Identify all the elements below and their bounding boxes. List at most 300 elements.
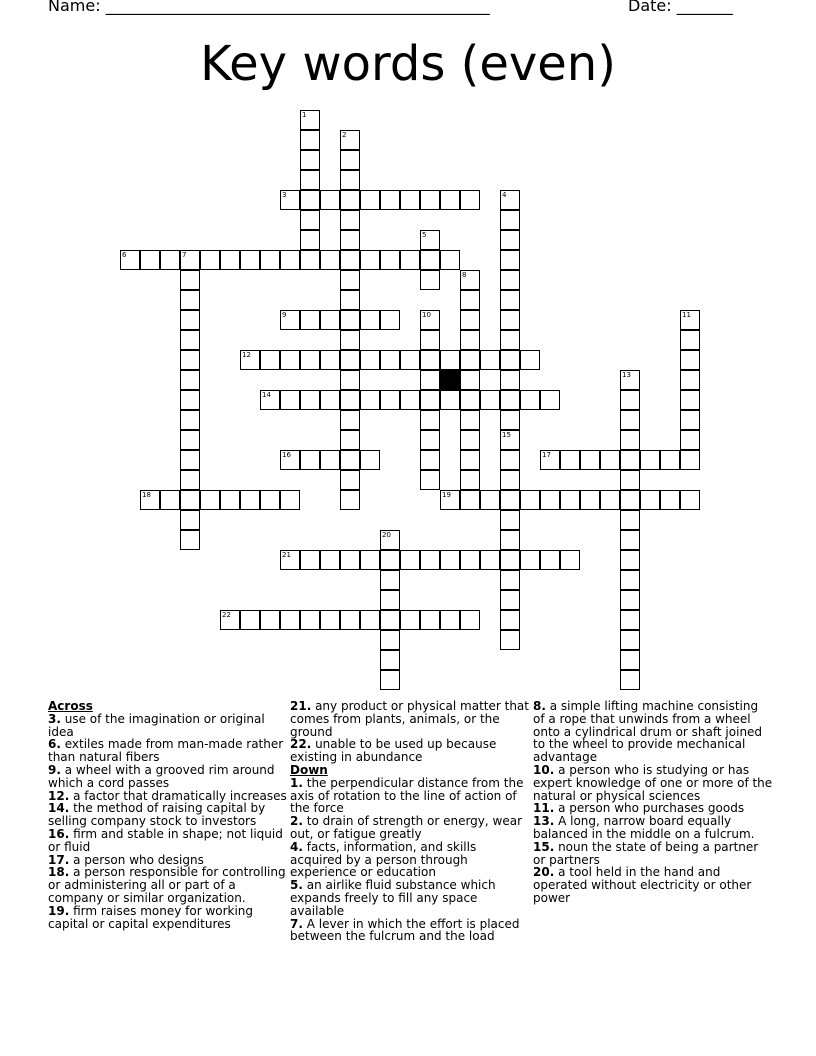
clue-text: a wheel with a grooved rim around which a cord passes [48,762,275,790]
clue-item [290,841,530,879]
clue-text: noun the state of being a partner or partners [533,839,759,867]
grid-cell[interactable] [580,490,600,510]
grid-cell[interactable] [540,390,560,410]
grid-cell[interactable] [560,450,580,470]
grid-cell[interactable] [620,390,640,410]
grid-cell[interactable] [400,190,420,210]
grid-cell[interactable] [180,490,200,510]
grid-cell[interactable] [180,530,200,550]
grid-cell[interactable] [500,450,520,470]
grid-cell[interactable] [360,450,380,470]
clue-item [48,738,288,764]
grid-cell[interactable] [460,610,480,630]
clue-item [290,879,530,917]
grid-cell[interactable] [620,370,640,390]
grid-cell[interactable] [180,470,200,490]
grid-cell[interactable] [300,390,320,410]
grid-cell[interactable] [280,550,300,570]
grid-cell[interactable] [520,390,540,410]
grid-cell[interactable] [120,250,140,270]
grid-cell[interactable] [480,390,500,410]
grid-cell[interactable] [300,230,320,250]
clue-item [533,700,773,764]
grid-cell[interactable] [320,550,340,570]
clue-number: 15 [502,431,511,439]
down-clue-list [290,777,530,943]
grid-cell[interactable] [420,230,440,250]
grid-cell[interactable] [660,490,680,510]
grid-cell[interactable] [440,250,460,270]
grid-cell[interactable] [460,550,480,570]
grid-cell[interactable] [500,610,520,630]
grid-cell[interactable] [500,510,520,530]
clue-text: the method of raising capital by selling company stock to investors [48,801,266,829]
clue-item [48,905,288,931]
clue-number: 13 [622,371,631,379]
grid-cell[interactable] [240,490,260,510]
grid-cell[interactable] [420,390,440,410]
grid-cell[interactable] [620,610,640,630]
clue-column-2 [290,700,530,943]
grid-cell[interactable] [480,490,500,510]
grid-cell[interactable] [440,350,460,370]
grid-cell[interactable] [460,450,480,470]
clue-number: 14. [48,801,70,816]
grid-cell[interactable] [560,550,580,570]
grid-cell[interactable] [680,370,700,390]
grid-cell[interactable] [620,490,640,510]
clue-number: 18 [142,491,151,499]
clue-text: a person who purchases goods [554,801,745,816]
grid-cell[interactable] [220,490,240,510]
grid-cell[interactable] [540,450,560,470]
grid-cell[interactable] [300,310,320,330]
grid-cell[interactable] [320,250,340,270]
clue-text: use of the imagination or original idea [48,711,265,739]
grid-cell[interactable] [440,390,460,410]
grid-cell[interactable] [380,390,400,410]
grid-cell[interactable] [460,330,480,350]
clue-number: 7. [290,916,303,931]
grid-cell[interactable] [180,350,200,370]
grid-cell[interactable] [300,550,320,570]
grid-cell[interactable] [280,390,300,410]
grid-cell[interactable] [260,350,280,370]
grid-cell[interactable] [320,390,340,410]
clue-number: 12 [242,351,251,359]
grid-cell[interactable] [420,450,440,470]
grid-cell[interactable] [180,370,200,390]
grid-cell[interactable] [680,430,700,450]
grid-cell[interactable] [460,390,480,410]
grid-cell[interactable] [580,450,600,470]
grid-cell[interactable] [520,490,540,510]
clue-number: 17 [542,451,551,459]
grid-cell[interactable] [500,190,520,210]
grid-cell[interactable] [300,170,320,190]
down-clue-list-continued [533,700,773,905]
grid-cell[interactable] [340,430,360,450]
grid-cell[interactable] [380,250,400,270]
grid-cell[interactable] [360,550,380,570]
clue-number: 5 [422,231,427,239]
grid-cell[interactable] [180,290,200,310]
grid-cell[interactable] [380,550,400,570]
grid-cell[interactable] [600,450,620,470]
grid-cell[interactable] [180,510,200,530]
grid-cell[interactable] [600,490,620,510]
grid-cell[interactable] [340,250,360,270]
grid-cell[interactable] [520,350,540,370]
grid-cell[interactable] [240,610,260,630]
grid-cell[interactable] [380,570,400,590]
grid-cell[interactable] [400,610,420,630]
grid-cell[interactable] [500,470,520,490]
grid-cell[interactable] [420,410,440,430]
clue-number: 19 [442,491,451,499]
grid-cell[interactable] [260,490,280,510]
clue-number: 11. [533,801,555,816]
clue-number: 3. [48,711,61,726]
grid-cell[interactable] [180,270,200,290]
grid-cell[interactable] [460,470,480,490]
grid-cell[interactable] [500,210,520,230]
grid-cell[interactable] [420,250,440,270]
grid-cell[interactable] [500,290,520,310]
clue-item [290,815,530,841]
clue-text: extiles made from man-made rather than natural fibers [48,737,284,765]
clue-number: 10 [422,311,431,319]
clue-item [290,777,530,815]
grid-cell[interactable] [540,490,560,510]
grid-cell[interactable] [400,390,420,410]
grid-cell[interactable] [680,410,700,430]
grid-cell[interactable] [300,450,320,470]
grid-cell[interactable] [640,490,660,510]
grid-cell[interactable] [280,350,300,370]
grid-cell[interactable] [340,230,360,250]
grid-cell[interactable] [460,490,480,510]
grid-cell[interactable] [500,550,520,570]
grid-cell[interactable] [680,330,700,350]
grid-cell[interactable] [500,530,520,550]
grid-cell[interactable] [340,270,360,290]
grid-cell[interactable] [500,270,520,290]
clue-item [533,815,773,841]
grid-cell[interactable] [380,190,400,210]
grid-cell[interactable] [360,390,380,410]
grid-cell[interactable] [280,450,300,470]
clue-number: 20 [382,531,391,539]
clue-text: a person who designs [69,852,204,867]
grid-cell[interactable] [500,590,520,610]
clue-text: facts, information, and skills acquired by a person through experience or education [290,839,477,880]
grid-cell[interactable] [460,350,480,370]
grid-cell[interactable] [500,310,520,330]
grid-cell[interactable] [460,430,480,450]
grid-cell[interactable] [380,650,400,670]
clue-number: 4. [290,839,303,854]
grid-cell[interactable] [320,450,340,470]
grid-cell[interactable] [280,490,300,510]
grid-cell[interactable] [340,210,360,230]
clue-number: 8. [533,699,546,713]
grid-cell[interactable] [240,350,260,370]
grid-cell[interactable] [380,590,400,610]
clue-item [290,700,530,738]
grid-cell[interactable] [180,390,200,410]
grid-cell[interactable] [480,350,500,370]
grid-cell[interactable] [500,570,520,590]
clue-number: 6 [122,251,127,259]
grid-cell[interactable] [420,430,440,450]
clue-number: 12. [48,788,70,803]
grid-cell[interactable] [560,490,580,510]
grid-cell[interactable] [680,450,700,470]
grid-cell[interactable] [340,170,360,190]
grid-cell[interactable] [160,250,180,270]
grid-cell[interactable] [440,550,460,570]
clue-number: 5. [290,878,303,893]
grid-cell[interactable] [280,310,300,330]
grid-cell[interactable] [620,550,640,570]
clue-number: 10. [533,762,555,777]
clue-column-3 [533,700,773,905]
grid-cell[interactable] [340,370,360,390]
grid-cell[interactable] [340,550,360,570]
grid-cell[interactable] [340,310,360,330]
grid-cell[interactable] [360,350,380,370]
grid-cell[interactable] [140,250,160,270]
clue-text: to drain of strength or energy, wear out, or fatigue greatly [290,814,523,841]
grid-cell[interactable] [500,410,520,430]
grid-cell[interactable] [380,310,400,330]
grid-cell[interactable] [340,190,360,210]
grid-cell[interactable] [300,110,320,130]
grid-cell[interactable] [680,350,700,370]
grid-cell[interactable] [340,390,360,410]
grid-cell[interactable] [620,650,640,670]
down-heading: Down [290,762,328,777]
clue-number: 9. [48,762,61,777]
grid-cell[interactable] [180,410,200,430]
grid-cell[interactable] [500,430,520,450]
clue-number: 14 [262,391,271,399]
grid-cell[interactable] [620,590,640,610]
grid-cell[interactable] [340,410,360,430]
grid-cell[interactable] [500,250,520,270]
grid-cell[interactable] [500,370,520,390]
grid-cell[interactable] [460,370,480,390]
grid-cell[interactable] [420,610,440,630]
clue-number: 15. [533,839,555,854]
grid-cell[interactable] [200,250,220,270]
grid-cell[interactable] [500,350,520,370]
grid-cell[interactable] [380,530,400,550]
grid-cell[interactable] [400,550,420,570]
clue-text: firm raises money for working capital or capital expenditures [48,903,254,931]
clue-text: a person responsible for controlling or administering all or part of a company or similar organization. [48,865,286,905]
name-line: ________________________________________________ [105,0,490,15]
grid-cell[interactable] [240,250,260,270]
grid-cell[interactable] [440,610,460,630]
clue-text: A lever in which the effort is placed between the fulcrum and the load [290,916,520,944]
grid-cell[interactable] [680,390,700,410]
clue-text: a factor that dramatically increases [69,788,287,803]
grid-cell[interactable] [400,350,420,370]
grid-cell[interactable] [380,610,400,630]
grid-cell[interactable] [480,550,500,570]
grid-cell[interactable] [180,310,200,330]
clue-number: 1. [290,775,303,790]
clue-number: 11 [682,311,691,319]
clue-number: 18. [48,865,70,880]
date-line: _______ [676,0,733,15]
grid-cell[interactable] [420,270,440,290]
grid-cell[interactable] [280,250,300,270]
grid-cell[interactable] [680,490,700,510]
grid-cell[interactable] [320,190,340,210]
grid-cell[interactable] [300,190,320,210]
clue-number: 22. [290,737,312,752]
grid-cell[interactable] [500,390,520,410]
grid-cell[interactable] [420,370,440,390]
clue-item [48,866,288,904]
clue-text: a tool held in the hand and operated without electricity or other power [533,865,752,905]
clue-item [290,738,530,764]
clue-item [533,866,773,904]
grid-cell[interactable] [180,450,200,470]
grid-cell[interactable] [260,610,280,630]
grid-cell[interactable] [300,250,320,270]
grid-cell[interactable] [500,630,520,650]
grid-cell[interactable] [420,550,440,570]
clue-item [48,713,288,739]
grid-cell[interactable] [260,390,280,410]
clue-number: 21 [282,551,291,559]
grid-cell[interactable] [280,190,300,210]
grid-cell[interactable] [500,230,520,250]
clue-number: 17. [48,852,70,867]
grid-cell[interactable] [300,210,320,230]
grid-cell[interactable] [620,430,640,450]
grid-cell[interactable] [620,570,640,590]
grid-cell[interactable] [340,330,360,350]
clue-number: 16. [48,826,70,841]
grid-cell[interactable] [340,130,360,150]
grid-cell[interactable] [500,490,520,510]
grid-cell[interactable] [160,490,180,510]
grid-cell[interactable] [320,310,340,330]
grid-cell[interactable] [420,350,440,370]
grid-cell[interactable] [620,410,640,430]
grid-cell[interactable] [360,610,380,630]
grid-cell[interactable] [340,350,360,370]
grid-cell[interactable] [260,250,280,270]
grid-cell[interactable] [460,270,480,290]
grid-cell[interactable] [200,490,220,510]
grid-cell[interactable] [500,330,520,350]
clue-text: the perpendicular distance from the axis of rotation to the line of action of the force [290,775,524,816]
grid-cell[interactable] [460,290,480,310]
grid-cell[interactable] [300,350,320,370]
grid-cell[interactable] [340,290,360,310]
grid-cell[interactable] [220,610,240,630]
grid-cell[interactable] [180,250,200,270]
grid-cell[interactable] [460,190,480,210]
grid-cell[interactable] [300,610,320,630]
clue-number: 8 [462,271,467,279]
grid-cell[interactable] [180,430,200,450]
grid-cell[interactable] [220,250,240,270]
grid-cell[interactable] [440,190,460,210]
grid-cell[interactable] [440,490,460,510]
clue-text: unable to be used up because existing in abundance [290,737,497,765]
page-title: Key words (even) [200,36,616,92]
grid-cell[interactable] [340,490,360,510]
clue-number: 2 [342,131,347,139]
grid-cell[interactable] [340,610,360,630]
grid-cell[interactable] [620,530,640,550]
grid-cell[interactable] [620,450,640,470]
grid-cell[interactable] [300,130,320,150]
grid-cell[interactable] [520,550,540,570]
grid-cell[interactable] [420,330,440,350]
clue-number: 3 [282,191,287,199]
grid-cell[interactable] [380,350,400,370]
clue-item [48,802,288,828]
grid-cell[interactable] [380,670,400,690]
grid-cell[interactable] [140,490,160,510]
grid-cell[interactable] [280,610,300,630]
grid-cell[interactable] [620,670,640,690]
grid-cell[interactable] [400,250,420,270]
grid-cell[interactable] [340,150,360,170]
grid-cell[interactable] [460,310,480,330]
grid-cell[interactable] [420,190,440,210]
date-label: Date: [628,0,672,15]
grid-cell[interactable] [380,630,400,650]
grid-cell[interactable] [420,470,440,490]
grid-cell[interactable] [320,350,340,370]
grid-cell[interactable] [340,450,360,470]
grid-cell[interactable] [340,470,360,490]
grid-cell[interactable] [360,190,380,210]
clue-number: 16 [282,451,291,459]
grid-cell[interactable] [640,450,660,470]
grid-cell[interactable] [660,450,680,470]
clue-item [48,764,288,790]
grid-cell[interactable] [300,150,320,170]
grid-cell[interactable] [420,310,440,330]
clue-item [290,918,530,944]
clue-item [533,764,773,802]
grid-cell[interactable] [460,410,480,430]
black-cell [440,370,460,390]
grid-cell[interactable] [540,550,560,570]
grid-cell[interactable] [360,310,380,330]
grid-cell[interactable] [620,470,640,490]
grid-cell[interactable] [180,330,200,350]
grid-cell[interactable] [620,510,640,530]
clue-number: 20. [533,865,555,880]
clue-number: 22 [222,611,231,619]
grid-cell[interactable] [680,310,700,330]
grid-cell[interactable] [620,630,640,650]
grid-cell[interactable] [360,250,380,270]
clue-text: any product or physical matter that comes from plants, animals, or the ground [290,699,529,739]
grid-cell[interactable] [320,610,340,630]
